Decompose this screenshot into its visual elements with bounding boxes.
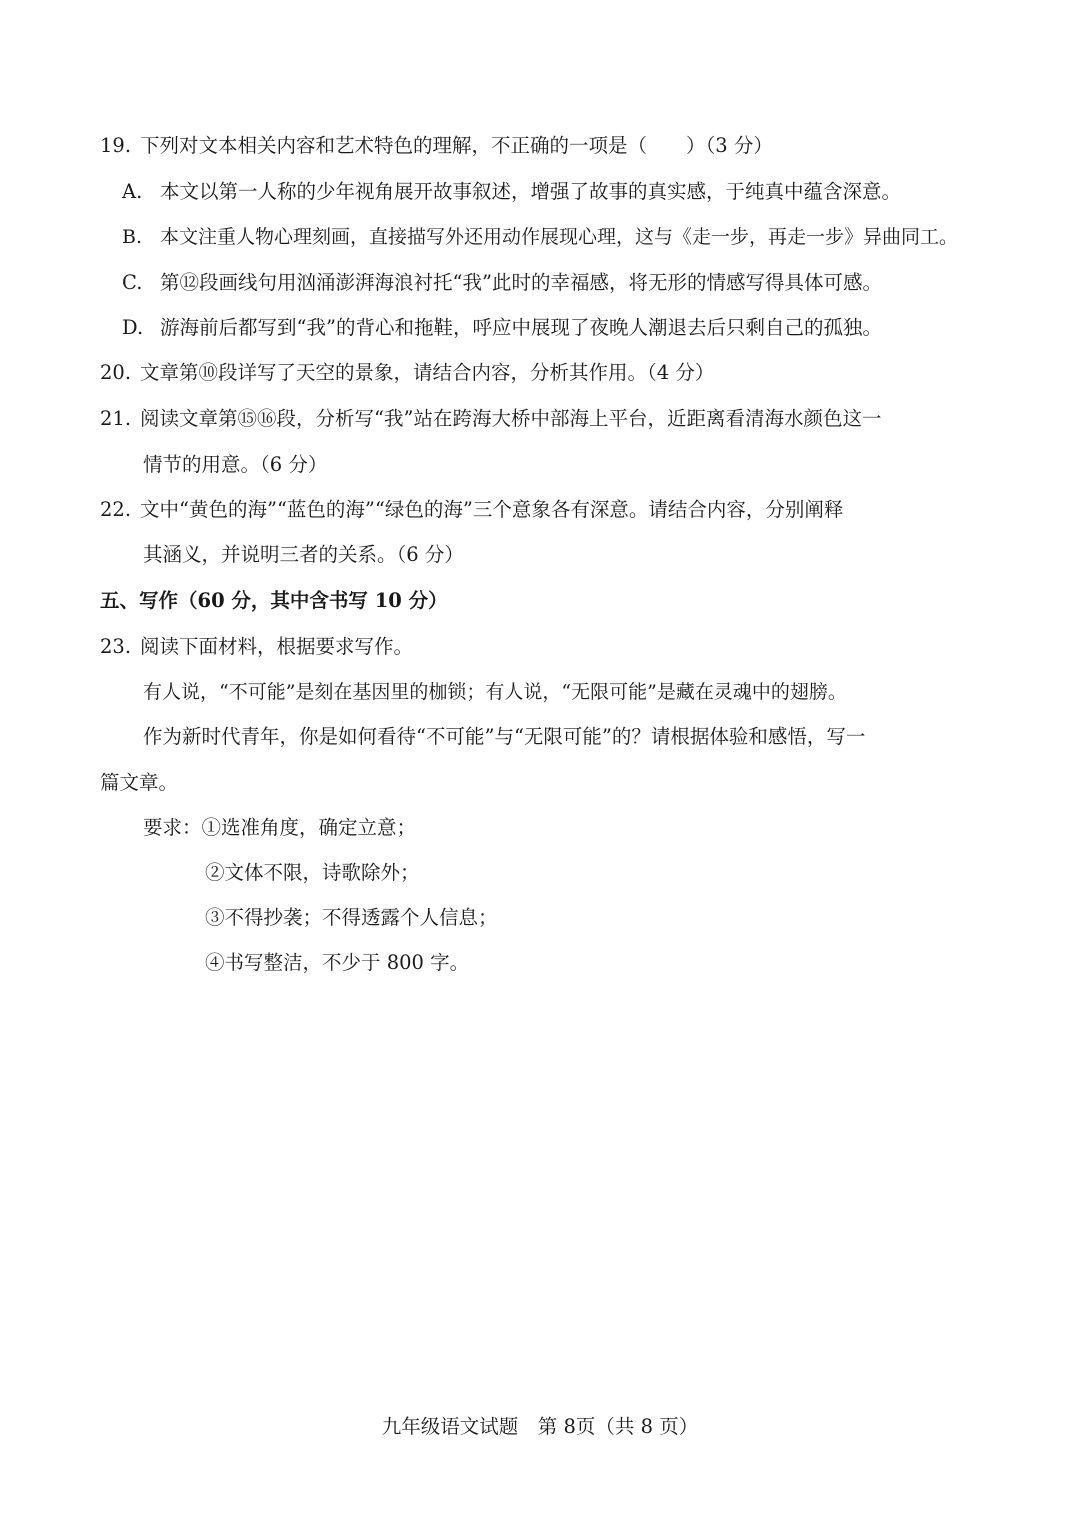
question-number: 23. [100, 635, 132, 658]
question-20 [100, 358, 714, 388]
question-19 [100, 131, 773, 161]
requirement-item: ④书写整洁，不少于 800 字。 [205, 951, 470, 974]
prompt-line2: 篇文章。 [100, 771, 179, 794]
question-intro: 阅读下面材料，根据要求写作。 [140, 635, 414, 658]
option-text: 游海前后都写到“我”的背心和拖鞋，呼应中展现了夜晚人潮退去后只剩自己的孤独。 [160, 316, 882, 339]
question-text: 文章第⑩段详写了天空的景象，请结合内容，分析其作用。（4 分） [140, 361, 715, 384]
requirement-item: ③不得抄袭；不得透露个人信息； [205, 906, 498, 929]
question-number: 21. [100, 407, 132, 430]
question-21 [100, 404, 881, 434]
section-title: 五、写作（60 分，其中含书写 10 分） [100, 589, 448, 612]
question-22 [100, 495, 843, 525]
question-text-line1: 文中“黄色的海”“蓝色的海”“绿色的海”三个意象各有深意。请结合内容，分别阐释 [140, 498, 844, 521]
requirements [143, 813, 416, 843]
question-number: 19. [100, 134, 132, 157]
question-22-cont [143, 540, 464, 570]
option-d [122, 313, 882, 343]
prompt-line1: 作为新时代青年，你是如何看待“不可能”与“无限可能”的？请根据体验和感悟，写一 [143, 725, 866, 748]
option-text: 第⑫段画线句用汹涌澎湃海浪衬托“我”此时的幸福感，将无形的情感写得具体可感。 [160, 271, 882, 294]
page-footer: 九年级语文试题 第 8页（共 8 页） [381, 1415, 699, 1438]
question-number: 22. [100, 498, 132, 521]
option-text: 本文注重人物心理刻画，直接描写外还用动作展现心理，这与《走一步，再走一步》异曲同工。 [160, 226, 959, 248]
option-label: A. [122, 180, 143, 203]
question-text-line2: 其涵义，并说明三者的关系。（6 分） [143, 543, 464, 566]
option-text: 本文以第一人称的少年视角展开故事叙述，增强了故事的真实感，于纯真中蕴含深意。 [160, 180, 902, 203]
option-a [122, 177, 901, 207]
question-23 [100, 632, 413, 662]
requirement-item: ②文体不限，诗歌除外； [205, 861, 420, 884]
requirements-label: 要求： [143, 816, 202, 839]
option-c [122, 268, 882, 298]
option-label: D. [122, 316, 144, 339]
option-label: C. [122, 271, 143, 294]
question-text-line2: 情节的用意。（6 分） [143, 453, 328, 476]
question-stem: 下列对文本相关内容和艺术特色的理解，不正确的一项是（ ）（3 分） [140, 134, 773, 157]
option-label: B. [122, 226, 143, 248]
option-b [122, 222, 958, 252]
requirement-item: ①选准角度，确定立意； [201, 816, 417, 839]
material-text: 有人说，“不可能”是刻在基因里的枷锁；有人说，“无限可能”是藏在灵魂中的翅膀。 [143, 681, 847, 703]
question-number: 20. [100, 361, 132, 384]
question-21-cont [143, 450, 327, 480]
question-text-line1: 阅读文章第⑮⑯段，分析写“我”站在跨海大桥中部海上平台，近距离看清海水颜色这一 [140, 407, 882, 430]
